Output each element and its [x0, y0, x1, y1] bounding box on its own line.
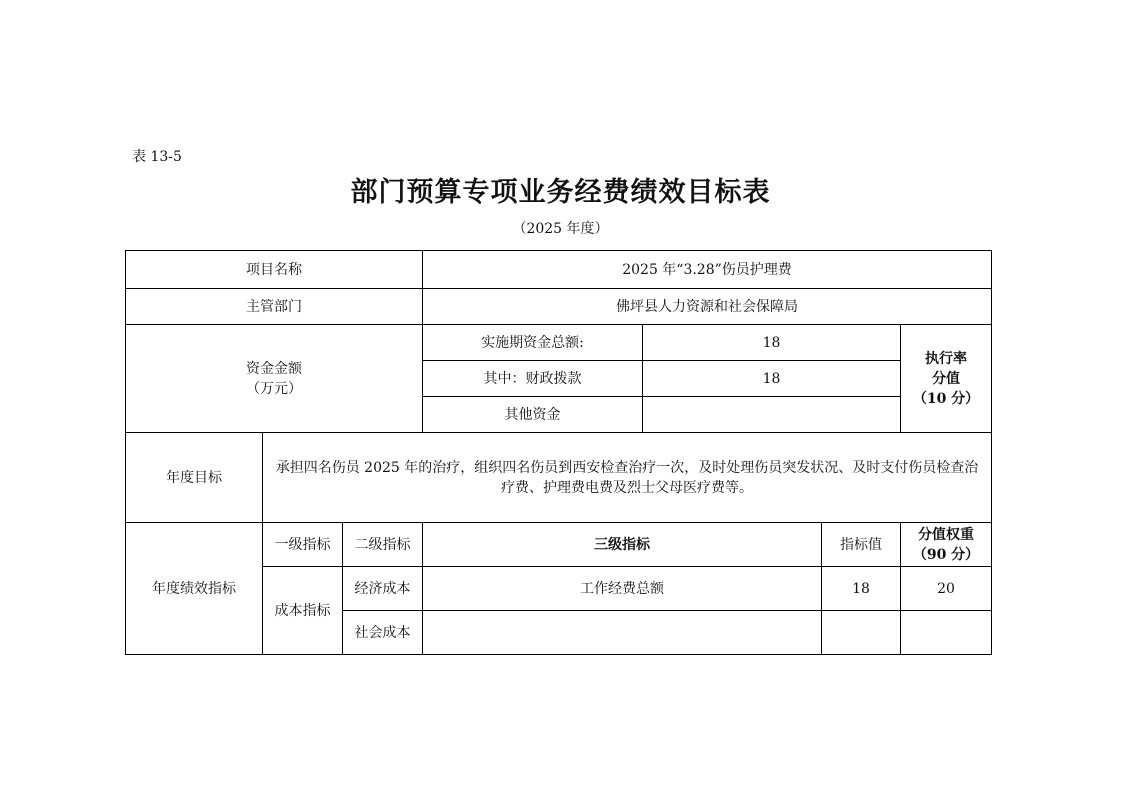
total-funds-label: 实施期资金总额: — [423, 325, 643, 361]
economic-cost-label: 经济成本 — [343, 567, 423, 611]
funds-amount-label — [126, 325, 423, 433]
project-name-label: 项目名称 — [126, 251, 423, 289]
page-title: 部门预算专项业务经费绩效目标表 — [350, 177, 771, 208]
social-cost-item — [423, 611, 822, 655]
department-row — [126, 289, 992, 325]
weight-header-line1: 分值权重 — [918, 526, 974, 543]
level2-header: 二级指标 — [343, 523, 423, 567]
performance-target-table — [125, 250, 992, 655]
social-cost-label: 社会成本 — [343, 611, 423, 655]
social-cost-value — [822, 611, 901, 655]
table-number: 表 13-5 — [132, 149, 182, 165]
project-name-value: 2025 年“3.28”伤员护理费 — [423, 251, 992, 289]
project-name-row — [126, 251, 992, 289]
total-funds-value: 18 — [643, 325, 901, 361]
annual-performance-label: 年度绩效指标 — [126, 523, 263, 655]
page-subtitle: （2025 年度） — [512, 221, 609, 237]
economic-cost-weight: 20 — [901, 567, 992, 611]
exec-rate-line1: 执行率 — [925, 350, 967, 367]
weight-header — [901, 523, 992, 567]
annual-goal-label: 年度目标 — [126, 433, 263, 523]
funds-label-line2: （万元） — [246, 380, 302, 397]
cost-indicator-label: 成本指标 — [263, 567, 343, 655]
weight-header-line2: （90 分） — [912, 546, 980, 563]
funds-total-row — [126, 325, 992, 361]
funds-label-line1: 资金金额 — [246, 360, 302, 377]
level1-header: 一级指标 — [263, 523, 343, 567]
department-value: 佛坪县人力资源和社会保障局 — [423, 289, 992, 325]
annual-goal-row — [126, 433, 992, 523]
economic-cost-value: 18 — [822, 567, 901, 611]
department-label: 主管部门 — [126, 289, 423, 325]
economic-cost-item: 工作经费总额 — [423, 567, 822, 611]
indicator-value-header: 指标值 — [822, 523, 901, 567]
annual-goal-text: 承担四名伤员 2025 年的治疗，组织四名伤员到西安检查治疗一次，及时处理伤员突发状况、及时支付伤员检查治疗费、护理费电费及烈士父母医疗费等。 — [263, 433, 992, 523]
execution-rate-score — [901, 325, 992, 433]
indicator-header-row — [126, 523, 992, 567]
level3-header: 三级指标 — [423, 523, 822, 567]
exec-rate-line3: （10 分） — [912, 390, 980, 407]
exec-rate-line2: 分值 — [932, 370, 960, 387]
other-funds-label: 其他资金 — [423, 397, 643, 433]
fiscal-funds-value: 18 — [643, 361, 901, 397]
other-funds-value — [643, 397, 901, 433]
fiscal-funds-label: 其中：财政拨款 — [423, 361, 643, 397]
social-cost-weight — [901, 611, 992, 655]
